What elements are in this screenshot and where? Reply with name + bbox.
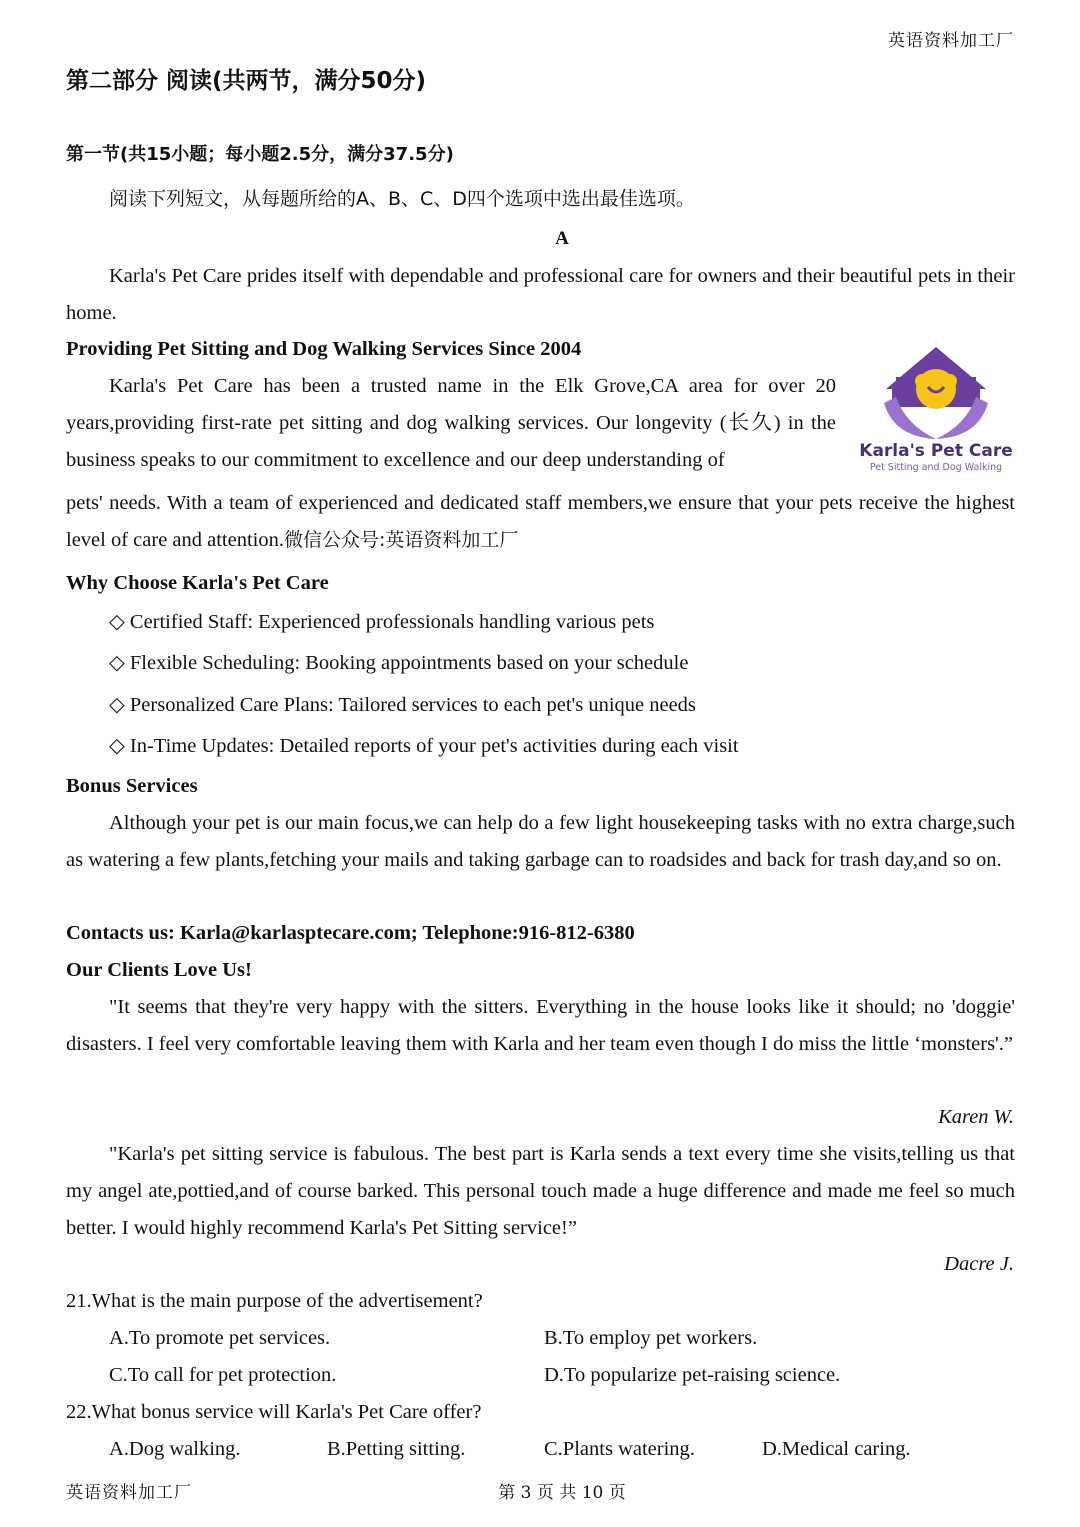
heading-why-choose: Why Choose Karla's Pet Care (66, 572, 329, 594)
contacts: Contacts us: Karla@karlasptecare.com; Telephone:916-812-6380 (66, 922, 635, 944)
bullet-item: ◇ Personalized Care Plans: Tailored services to each pet's unique needs (109, 694, 696, 716)
bullet-item: ◇ Certified Staff: Experienced professionals handling various pets (109, 611, 655, 633)
question-21: 21.What is the main purpose of the advertisement? (66, 1290, 483, 1312)
subsection-title: 第一节(共15小题；每小题2.5分，满分37.5分) (66, 144, 454, 165)
q21-option-b: B.To employ pet workers. (544, 1327, 758, 1349)
karlas-logo (856, 343, 1016, 478)
review-2: "Karla's pet sitting service is fabulous. The best part is Karla sends a text every time she visits,telling us that my angel ate,pottied,and of course barked. This personal touch made a huge difference and made me feel so much better. I would highly recommend Karla's Pet Sitting service!” (66, 1143, 1015, 1239)
bonus-paragraph: Although your pet is our main focus,we can help do a few light housekeeping tasks with no extra charge,such as watering a few plants,fetching your mails and taking garbage can to roadsides and back for trash day,and so on. (66, 812, 1015, 871)
bullet-item: ◇ In-Time Updates: Detailed reports of your pet's activities during each visit (109, 735, 739, 757)
q22-option-c: C.Plants watering. (544, 1438, 695, 1460)
logo-subtitle: Pet Sitting and Dog Walking (869, 462, 1003, 473)
review-2-author: Dacre J. (944, 1253, 1014, 1275)
q21-option-d: D.To popularize pet-raising science. (544, 1364, 841, 1386)
q22-option-a: A.Dog walking. (109, 1438, 241, 1460)
q21-option-a: A.To promote pet services. (109, 1327, 331, 1349)
section-title: 第二部分 阅读(共两节，满分50分) (66, 68, 427, 94)
intro-paragraph: Karla's Pet Care prides itself with dependable and professional care for owners and their beautiful pets in their home. (66, 265, 1015, 324)
wechat-note: 微信公众号:英语资料加工厂 (284, 529, 519, 551)
heading-bonus: Bonus Services (66, 775, 198, 797)
footer-watermark: 英语资料加工厂 (66, 1483, 192, 1503)
house-hands-icon (856, 343, 1016, 443)
header-watermark: 英语资料加工厂 (888, 31, 1014, 51)
logo-title: Karla's Pet Care (859, 441, 1013, 461)
question-22: 22.What bonus service will Karla's Pet Care offer? (66, 1401, 482, 1423)
paragraph-longevity-text: pets' needs. With a team of experienced and dedicated staff members,we ensure that your pets receive the highest level of care and attention. (66, 492, 1015, 551)
paragraph-longevity-cont (66, 485, 1015, 559)
q22-option-d: D.Medical caring. (762, 1438, 911, 1460)
heading-clients: Our Clients Love Us! (66, 959, 252, 981)
instruction: 阅读下列短文，从每题所给的A、B、C、D四个选项中选出最佳选项。 (109, 188, 695, 210)
heading-providing: Providing Pet Sitting and Dog Walking Services Since 2004 (66, 338, 582, 360)
q22-option-b: B.Petting sitting. (327, 1438, 466, 1460)
paragraph-longevity: Karla's Pet Care has been a trusted name in the Elk Grove,CA area for over 20 years,providing first-rate pet sitting and dog walking services. Our longevity (长久) in the business speaks to our commitment to excellence and our deep understanding of (66, 375, 836, 471)
bullet-item: ◇ Flexible Scheduling: Booking appointments based on your schedule (109, 652, 689, 674)
page-number: 第 3 页 共 10 页 (498, 1483, 626, 1503)
q21-option-c: C.To call for pet protection. (109, 1364, 337, 1386)
passage-letter: A (555, 228, 569, 249)
review-1: "It seems that they're very happy with the sitters. Everything in the house looks like it should; no 'doggie' disasters. I feel very comfortable leaving them with Karla and her team even though I do miss the little ‘monsters'.” (66, 996, 1015, 1055)
review-1-author: Karen W. (938, 1106, 1014, 1128)
